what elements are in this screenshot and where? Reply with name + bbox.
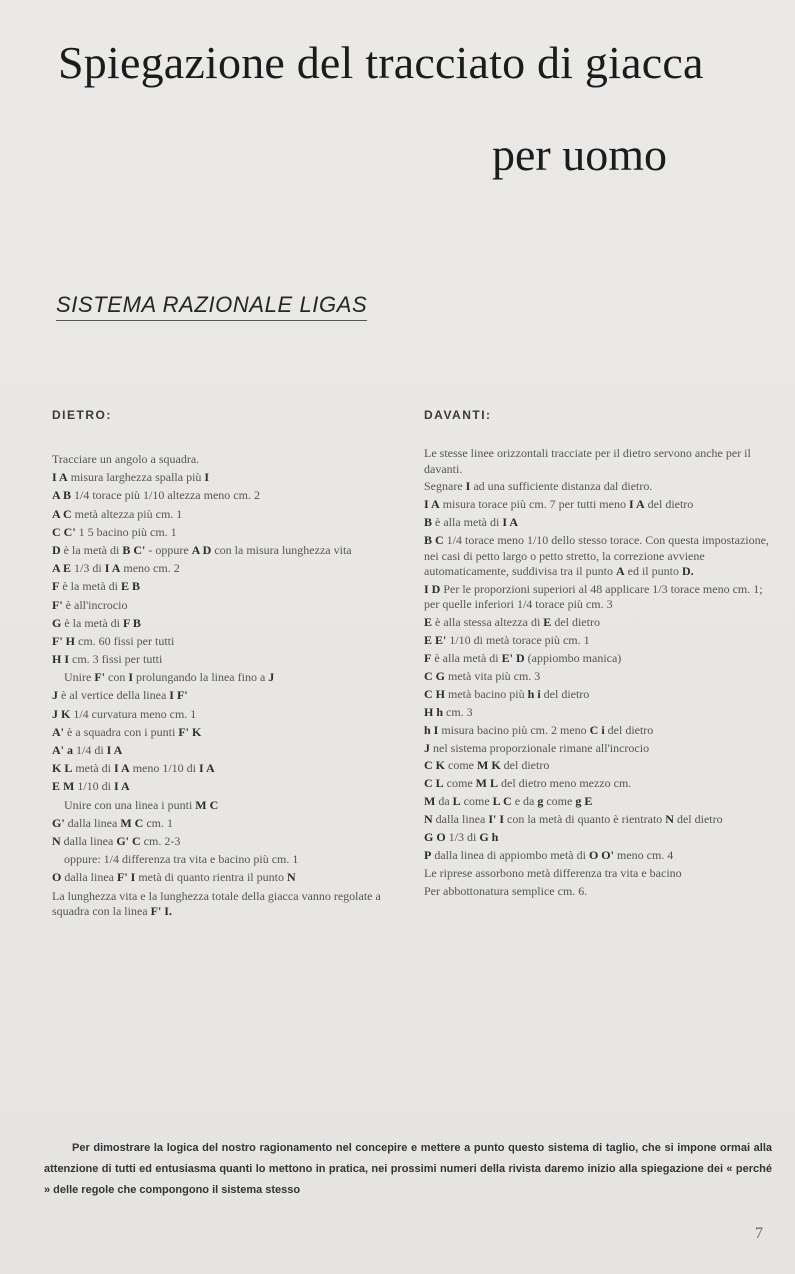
instruction-line: [424, 687, 769, 703]
point-label: L: [452, 794, 461, 809]
point-label: g: [537, 794, 544, 809]
instruction-line: [424, 723, 769, 739]
point-label: h I: [424, 722, 439, 737]
point-label: G O: [424, 830, 446, 845]
instruction-text: dalla linea: [432, 812, 489, 827]
instruction-line: [52, 652, 392, 667]
point-label: J: [52, 688, 58, 703]
instruction-text: Unire: [64, 670, 95, 685]
point-label: F' K: [178, 724, 202, 739]
point-label: E B: [120, 579, 140, 594]
point-label: F' I.: [150, 903, 172, 918]
instruction-line: [52, 634, 392, 649]
point-label: C L: [424, 776, 444, 791]
point-label: A C: [52, 506, 72, 521]
instruction-text: 1/3 di: [445, 830, 480, 845]
point-label: D.: [681, 564, 694, 579]
instruction-line: [52, 798, 392, 813]
point-label: F B: [122, 615, 141, 630]
point-label: F' I: [116, 870, 136, 885]
instruction-text: è a squadra con i punti: [64, 724, 179, 739]
instruction-text: Le riprese assorbono metà differenza tra vita e bacino: [424, 865, 682, 880]
instruction-line: [52, 852, 392, 867]
point-label: I: [128, 670, 133, 685]
instruction-text: come: [543, 794, 576, 809]
point-label: M L: [475, 776, 499, 791]
instruction-text: cm. 3 fissi per tutti: [69, 652, 163, 667]
point-label: E: [424, 615, 433, 630]
instruction-line: [424, 446, 769, 477]
instruction-text: 1/4 curvatura meno cm. 1: [70, 706, 197, 721]
dietro-instructions: [52, 452, 392, 919]
instruction-text: è la metà di: [60, 542, 123, 557]
instruction-text: prolungando la linea fino a: [133, 670, 269, 685]
instruction-line: [52, 725, 392, 740]
instruction-text: dalla linea: [61, 870, 117, 885]
instruction-text: misura bacino più cm. 2 meno: [438, 722, 590, 737]
instruction-line: [52, 488, 392, 503]
instruction-text: è alla metà di: [432, 515, 503, 530]
instruction-text: da: [435, 794, 453, 809]
point-label: I A: [424, 497, 440, 512]
point-label: B C: [424, 533, 444, 548]
instruction-line: [424, 848, 769, 864]
instruction-line: [424, 582, 769, 613]
page-title-continued: per uomo: [492, 129, 668, 180]
footer-note: Per dimostrare la logica del nostro ragionamento nel concepire e mettere a punto questo sistema di taglio, che si impone ormai alla attenzione di tutti ed entusiasma quanti lo mettono in pratica, nei prossimi numeri della rivista daremo inizio alla spiegazione dei « perché » delle regole che compongono il sistema stesso: [44, 1142, 772, 1196]
instruction-text: misura torace più cm. 7 per tutti meno: [439, 497, 629, 512]
instruction-line: [52, 470, 392, 485]
instruction-text: cm. 2-3: [140, 833, 181, 848]
instruction-text: con la metà di quanto è rientrato: [504, 812, 666, 827]
instruction-text: del dietro: [673, 812, 723, 827]
instruction-line: [52, 889, 392, 919]
instruction-line: [52, 707, 392, 722]
point-label: B C': [122, 542, 146, 557]
instruction-line: [424, 497, 769, 513]
point-label: G' C: [116, 833, 141, 848]
instruction-text: e da: [511, 794, 538, 809]
instruction-line: [52, 452, 392, 467]
instruction-text: del dietro: [500, 758, 550, 773]
instruction-text: metà di quanto rientra il punto: [135, 870, 287, 885]
point-label: A': [52, 724, 64, 739]
instruction-text: 1/4 torace più 1/10 altezza meno cm. 2: [71, 488, 260, 503]
instruction-text: oppure: 1/4 differenza tra vita e bacino più cm. 1: [64, 852, 299, 867]
davanti-instructions: [424, 446, 769, 899]
instruction-text: è alla metà di: [431, 651, 502, 666]
instruction-text: 1 5 bacino più cm. 1: [75, 524, 177, 539]
instruction-line: [424, 515, 769, 531]
instruction-text: ad una sufficiente distanza dal dietro.: [470, 479, 653, 494]
point-label: E M: [52, 779, 75, 794]
dietro-heading: DIETRO:: [52, 408, 112, 422]
instruction-text: nel sistema proporzionale rimane all'incrocio: [430, 740, 650, 755]
point-label: I: [465, 479, 471, 494]
point-label: I A: [502, 515, 519, 530]
instruction-text: meno 1/10 di: [129, 761, 200, 776]
point-label: E: [543, 615, 552, 630]
instruction-line: [52, 525, 392, 540]
point-label: I A: [114, 779, 130, 794]
point-label: E E': [424, 633, 447, 648]
page-number: 7: [755, 1225, 763, 1242]
instruction-line: [52, 761, 392, 776]
instruction-text: meno cm. 2: [120, 561, 180, 576]
instruction-text: dalla linea di appiombo metà di: [431, 847, 589, 862]
page-title: Spiegazione del tracciato di giacca: [58, 37, 704, 88]
instruction-text: con la misura lunghezza vita: [211, 542, 352, 557]
point-label: P: [424, 847, 432, 862]
instruction-line: [52, 743, 392, 758]
instruction-line: [52, 834, 392, 849]
instruction-line: [424, 741, 769, 757]
instruction-line: [52, 561, 392, 576]
instruction-text: dalla linea: [60, 833, 117, 848]
point-label: F: [52, 579, 60, 594]
point-label: I F': [169, 688, 188, 703]
instruction-text: Per abbottonatura semplice cm. 6.: [424, 883, 588, 898]
instruction-text: 1/10 di metà torace più cm. 1: [446, 633, 590, 648]
point-label: H h: [424, 704, 444, 719]
instruction-line: [52, 543, 392, 558]
point-label: J K: [52, 706, 71, 721]
instruction-text: Per le proporzioni superiori al 48 applicare 1/3 torace meno cm. 1; per quelle inferiori 1/4 torace più cm. 3: [424, 581, 763, 612]
instruction-text: meno cm. 4: [613, 847, 674, 862]
point-label: I: [204, 470, 210, 485]
instruction-text: è al vertice della linea: [58, 688, 170, 703]
instruction-text: del dietro meno mezzo cm.: [498, 776, 632, 791]
point-label: A' a: [52, 743, 73, 757]
point-label: M C: [195, 797, 219, 812]
point-label: D: [52, 542, 61, 557]
instruction-text: come: [445, 758, 477, 773]
instruction-line: [52, 670, 392, 685]
point-label: M: [424, 794, 436, 809]
point-label: A E: [52, 561, 72, 576]
dietro-column: [52, 408, 392, 922]
point-label: C H: [424, 686, 445, 701]
instruction-line: [424, 776, 769, 792]
instruction-text: 1/3 di: [71, 561, 105, 576]
instruction-text: è all'incrocio: [62, 597, 128, 612]
point-label: F': [94, 670, 105, 685]
point-label: G': [52, 815, 65, 830]
point-label: A B: [52, 488, 72, 503]
davanti-heading: DAVANTI:: [424, 408, 492, 422]
instruction-text: 1/4 di: [73, 743, 107, 757]
point-label: C K: [424, 758, 445, 773]
point-label: g E: [575, 794, 593, 809]
point-label: F' H: [52, 633, 75, 648]
point-label: N: [665, 812, 674, 827]
instruction-text: del dietro: [540, 686, 590, 701]
instruction-line: [52, 598, 392, 613]
point-label: I A: [52, 470, 68, 485]
instruction-text: metà bacino più: [445, 686, 528, 701]
point-label: G: [52, 615, 62, 630]
instruction-text: - oppure: [145, 542, 192, 557]
instruction-text: Unire con una linea i punti: [64, 797, 196, 812]
instruction-text: cm. 1: [143, 815, 173, 830]
point-label: I A: [628, 497, 645, 512]
instruction-text: è la metà di: [61, 615, 123, 630]
instruction-text: metà di: [72, 761, 114, 776]
point-label: I A: [114, 761, 130, 776]
point-label: B: [424, 515, 433, 530]
instruction-line: [52, 779, 392, 794]
instruction-line: [424, 533, 769, 580]
instruction-text: è alla stessa altezza di: [432, 615, 544, 630]
instruction-text: Tracciare un angolo a squadra.: [52, 452, 200, 466]
instruction-text: 1/4 torace meno 1/10 dello stesso torace. Con questa impostazione, nei casi di petto largo o petto stretto, la correzione avviene automaticamente, suddivisa tra il punto: [424, 533, 769, 579]
instruction-line: [424, 758, 769, 774]
point-label: O: [52, 870, 62, 885]
point-label: M K: [477, 758, 501, 773]
point-label: A: [615, 564, 625, 579]
point-label: J: [424, 740, 430, 755]
point-label: N: [52, 833, 61, 848]
point-label: E' D: [501, 651, 525, 666]
instruction-text: con: [105, 670, 129, 685]
system-name: SISTEMA RAZIONALE LIGAS: [56, 292, 367, 321]
instruction-text: è la metà di: [59, 579, 121, 594]
point-label: h i: [527, 686, 541, 701]
instruction-text: come: [460, 794, 493, 809]
instruction-line: [424, 651, 769, 667]
instruction-line: [424, 866, 769, 882]
point-label: K L: [52, 761, 73, 776]
instruction-line: [424, 830, 769, 846]
instruction-line: [424, 633, 769, 649]
instruction-line: [52, 579, 392, 594]
point-label: O O': [588, 847, 614, 862]
instruction-text: metà altezza più cm. 1: [71, 506, 183, 521]
point-label: I A: [104, 561, 121, 576]
instruction-text: cm. 60 fissi per tutti: [75, 633, 175, 648]
instruction-text: 1/10 di: [74, 779, 115, 794]
instruction-text: Le stesse linee orizzontali tracciate per il dietro servono anche per il davanti.: [424, 446, 751, 476]
instruction-text: del dietro: [604, 722, 654, 737]
point-label: G h: [479, 830, 499, 845]
instruction-line: [424, 794, 769, 810]
point-label: F': [52, 597, 63, 612]
instruction-text: Segnare: [424, 479, 466, 494]
point-label: H I: [52, 652, 70, 667]
instruction-text: come: [443, 776, 476, 791]
instruction-text: dalla linea: [64, 815, 121, 830]
instruction-text: metà vita più cm. 3: [445, 669, 541, 684]
instruction-line: [52, 688, 392, 703]
point-label: C G: [424, 669, 445, 684]
point-label: C C': [52, 524, 76, 539]
instruction-text: La lunghezza vita e la lunghezza totale della giacca vanno regolate a squadra con la linea: [52, 888, 381, 918]
point-label: N: [424, 812, 433, 827]
point-label: I A: [106, 743, 123, 757]
point-label: A D: [191, 542, 212, 557]
point-label: J: [268, 670, 275, 685]
instruction-text: misura larghezza spalla più: [67, 470, 205, 485]
point-label: I A: [199, 761, 215, 776]
point-label: I D: [424, 581, 441, 596]
davanti-column: [424, 408, 769, 902]
instruction-text: cm. 3: [443, 704, 473, 719]
instruction-text: del dietro: [644, 497, 694, 512]
point-label: C i: [589, 722, 605, 737]
instruction-line: [52, 816, 392, 831]
instruction-text: del dietro: [551, 615, 600, 630]
instruction-line: [424, 812, 769, 828]
instruction-line: [424, 884, 769, 900]
point-label: F: [424, 651, 432, 666]
point-label: L C: [492, 794, 512, 809]
instruction-line: [424, 669, 769, 685]
instruction-line: [52, 870, 392, 885]
instruction-line: [52, 616, 392, 631]
instruction-line: [424, 705, 769, 721]
point-label: N: [286, 870, 296, 885]
instruction-line: [424, 615, 769, 631]
instruction-text: ed il punto: [624, 564, 682, 579]
point-label: I' I: [488, 812, 504, 827]
instruction-line: [424, 479, 769, 495]
instruction-text: (appiombo manica): [524, 651, 622, 666]
point-label: M C: [120, 815, 144, 830]
instruction-line: [52, 507, 392, 522]
